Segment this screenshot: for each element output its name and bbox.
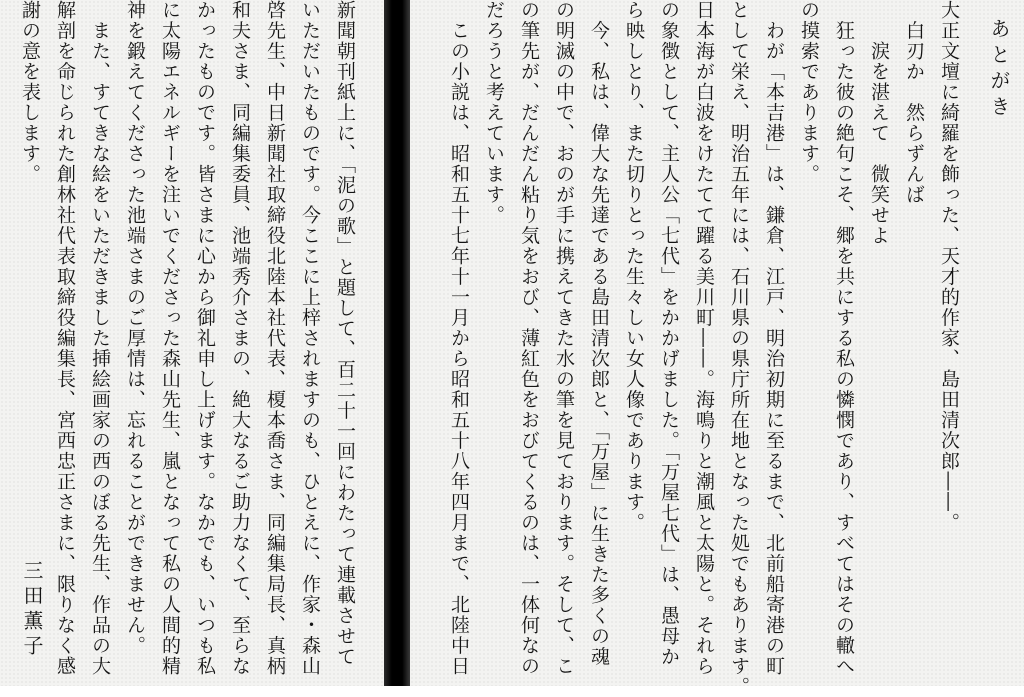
text-line: かったものです。皆さまに心から御礼申し上げます。なかでも、いつも私 <box>194 0 216 677</box>
author-signature: 三田薫子 <box>20 560 44 660</box>
text-line: ら映しとり、また切りとった生々しい女人像であります。 <box>623 0 645 533</box>
text-line: 謝の意を表します。 <box>19 0 41 185</box>
text-line: の筆先が、だんだん粘り気をおび、薄紅色をおびてくるのは、一体何なの <box>518 0 540 677</box>
left-page <box>0 0 384 686</box>
text-line: の象徴として、主人公「七代」をかかげました。「万屋七代」は、愚母か <box>658 0 680 667</box>
text-line: 新聞朝刊紙上に、「泥の歌」と題して、百二十一回にわたって連載させて <box>334 0 356 667</box>
text-line: いただいたものです。今ここに上梓されますのも、ひとえに、作家・森山 <box>299 0 321 677</box>
text-line: 解剖を命じられた創林社代表取締役編集長、宮西忠正さまに、限りなく感 <box>54 0 76 677</box>
text-line: 狂った彼の絶句こそ、郷を共にする私の憐憫であり、すべてはその轍へ <box>833 0 855 677</box>
book-gutter <box>384 0 410 686</box>
text-line: 涙を湛えて 微笑せよ <box>868 0 890 246</box>
text-line: 白刃か 然らずんば <box>903 0 925 205</box>
text-line: 神を鍛えてくださった池端さまのご厚情は、忘れることができません。 <box>124 0 146 656</box>
text-line: の明滅の中で、おのが手に携えてきた水の筆を見ております。そして、こ <box>553 0 575 677</box>
text-line: として栄え、明治五年には、石川県の県庁所在地となった処でもあります。 <box>728 0 750 697</box>
text-line: この小説は、昭和五十七年十一月から昭和五十八年四月まで、北陸中日 <box>448 0 470 677</box>
text-line: また、すてきな絵をいただきました挿絵画家の西のぼる先生、作品の大 <box>89 0 111 677</box>
text-line: 今、私は、偉大な先達である島田清次郎と、「万屋」に生きた多くの魂 <box>588 0 610 667</box>
right-page <box>410 0 1024 697</box>
text-line: わが「本吉港」は、鎌倉、江戸、明治初期に至るまで、北前船寄港の町 <box>763 0 785 677</box>
text-line: だろうと考えています。 <box>483 0 505 226</box>
text-line: 大正文壇に綺羅を飾った、天才的作家、島田清次郎――。 <box>938 0 960 533</box>
text-line: 和夫さま、同編集委員、池端秀介さまの、絶大なるご助力なくて、至らな <box>229 0 251 677</box>
text-line: 日本海が白波をけたてて躍る美川町――。海鳴りと潮風と太陽と。それら <box>693 0 715 677</box>
right-page-body <box>441 0 966 697</box>
page-title: あとがき <box>987 18 1011 122</box>
text-line: の摸索であります。 <box>798 0 820 185</box>
left-page-body <box>12 0 362 677</box>
text-line: 啓先生、中日新聞社取締役北陸本社代表、榎本喬さま、同編集局長、真柄 <box>264 0 286 677</box>
text-line: に太陽エネルギーを注いでくださった森山先生、嵐となって私の人間的精 <box>159 0 181 677</box>
